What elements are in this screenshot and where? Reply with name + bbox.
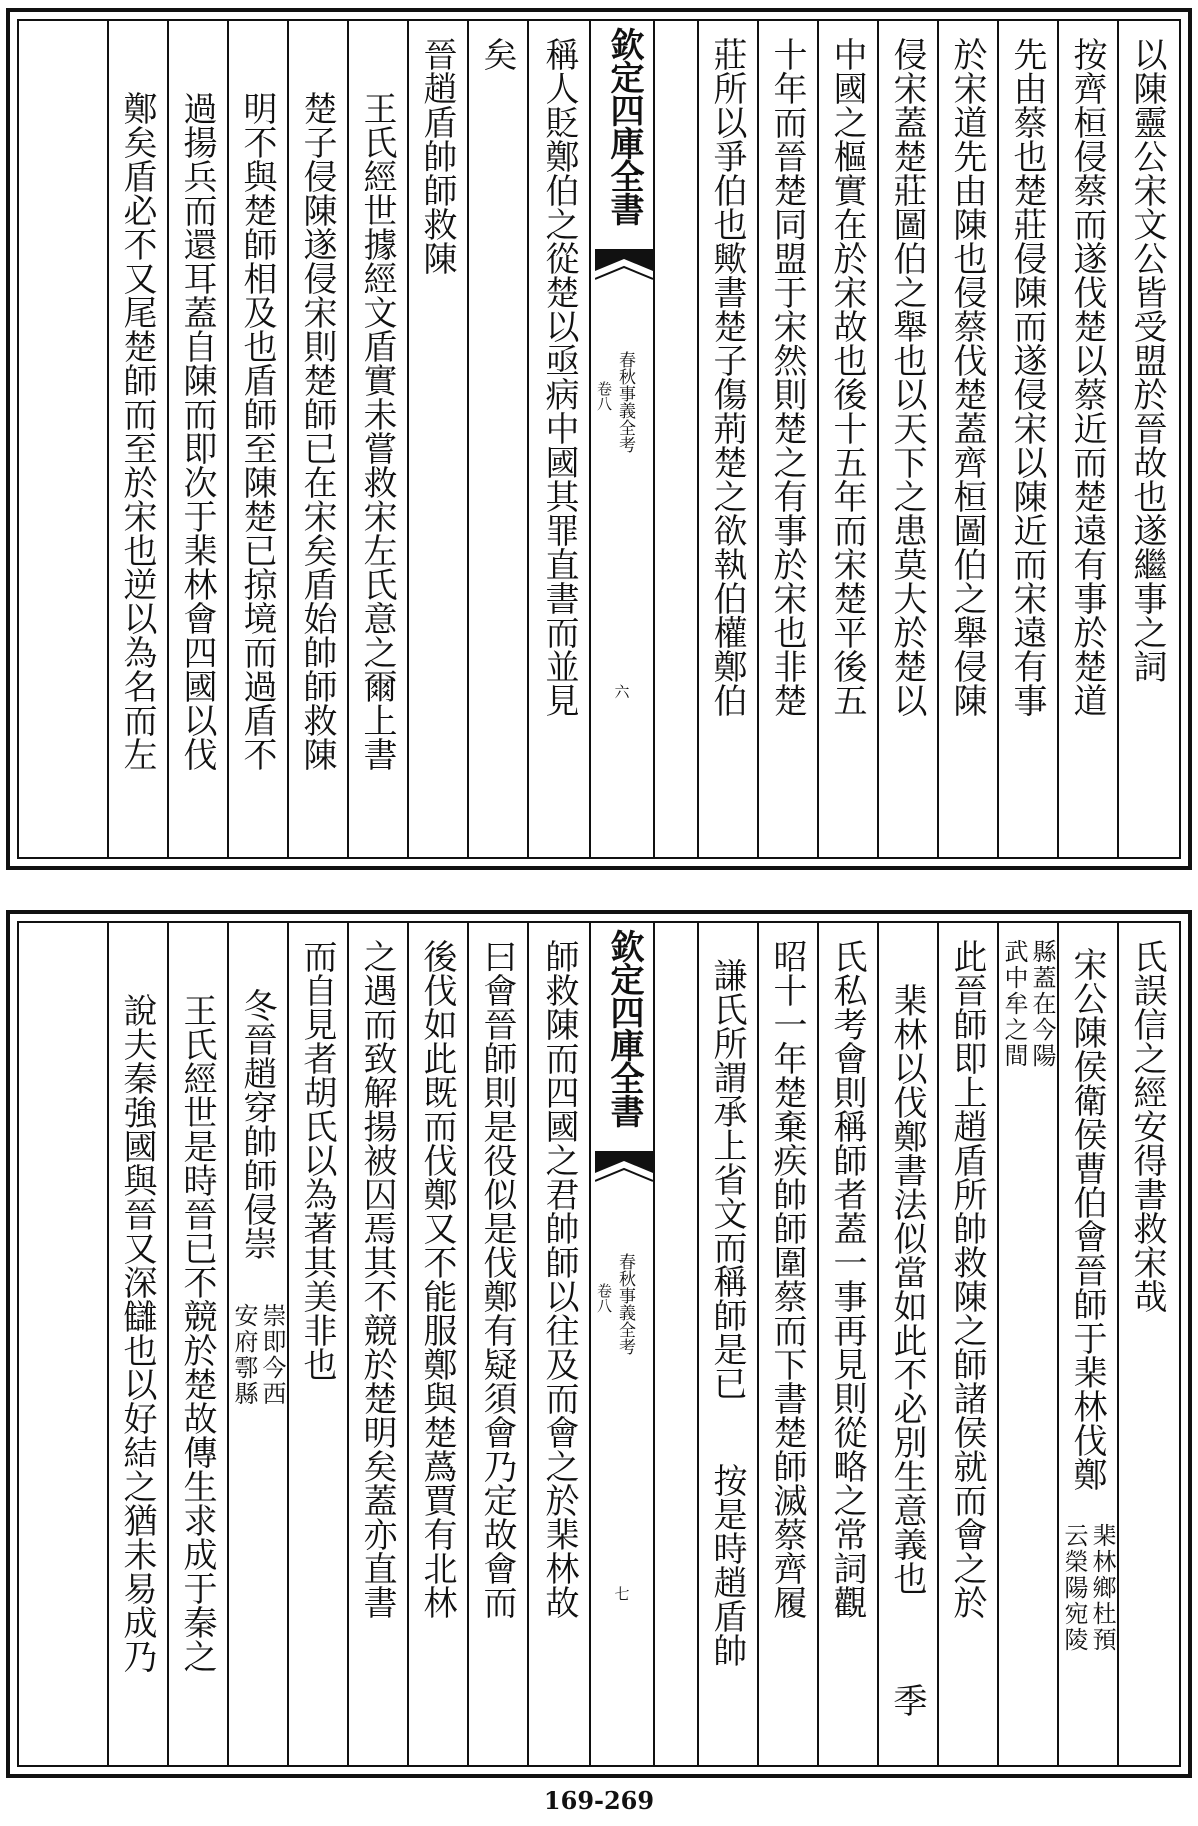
column-text: 之遇而致解揚被囚焉其不競於楚明矣蓋亦直書 [357,939,397,1619]
column-text: 後伐如此既而伐鄭又不能服鄭與楚蔿賈有北林 [417,939,457,1619]
bottom-page [6,910,1192,1778]
text-column [697,21,757,857]
book-subtitle: 春秋事義全考 [615,1253,635,1355]
text-column [817,923,877,1765]
text-column [997,21,1057,857]
column-text: 稱人貶鄭伯之從楚以亟病中國其罪直書而並見 [539,37,579,717]
entry-heading: 冬晉趙穿帥師侵崇 [237,988,277,1260]
top-page [6,8,1192,870]
top-page-frame [17,19,1181,859]
leaf-number: 七 [614,1585,630,1603]
text-column [287,21,347,857]
column-text: 說夫秦強國與晉又深讎也以好結之猶未易成乃 [117,993,157,1673]
annotation-text: 棐林鄉杜預 [1088,1523,1116,1653]
text-column [937,21,997,857]
text-column [937,923,997,1765]
text-column [467,21,527,857]
text-column [107,923,167,1765]
annotation-text: 縣蓋在今陽 [1028,939,1056,1069]
column-text: 季 [887,1683,927,1717]
column-text: 以陳靈公宋文公皆受盟於晉故也遂繼事之詞 [1127,37,1167,683]
bottom-page-columns [19,923,1179,1765]
blank-column [19,923,107,1765]
text-column [1117,923,1177,1765]
column-text: 莊所以爭伯也歟書楚子傷荊楚之欲執伯權鄭伯 [707,37,747,717]
text-column [167,21,227,857]
book-title: 欽定四庫全書 [604,929,644,1127]
annotation-text: 云榮陽宛陵 [1060,1523,1088,1653]
column-text: 於宋道先由陳也侵蔡伐楚蓋齊桓圖伯之舉侵陳 [947,37,987,717]
column-text: 曰會晉師則是役似是伐鄭有疑須會乃定故會而 [477,939,517,1619]
fishtail-ornament-icon [595,1151,653,1191]
column-text: 十年而晉楚同盟于宋然則楚之有事於宋也非楚 [767,37,807,717]
text-column [757,923,817,1765]
book-spine-label [589,21,655,857]
text-column [227,923,287,1765]
column-text: 按是時趙盾帥 [707,1463,747,1667]
column-text: 謙氏所謂承上省文而稱師是已 [707,958,747,1400]
top-page-columns [19,21,1179,857]
column-text: 而自見者胡氏以為著其美非也 [297,939,337,1381]
column-text: 氏私考會則稱師者蓋一事再見則從略之常詞觀 [827,939,867,1619]
column-text: 鄭矣盾必不又尾楚師而至於宋也逆以為名而左 [117,91,157,771]
blank-column [19,21,107,857]
text-column [467,923,527,1765]
column-text: 師救陳而四國之君帥師以往及而會之於棐林故 [539,939,579,1619]
column-text: 明不與楚師相及也盾師至陳楚已掠境而過盾不 [237,91,277,771]
text-column [757,21,817,857]
annotation-text: 武中牟之間 [1000,939,1028,1069]
column-text: 此晉師即上趙盾所帥救陳之師諸侯就而會之於 [947,939,987,1619]
text-column [1057,923,1117,1765]
annotation-text: 崇即今西 [258,1303,286,1407]
text-column [997,923,1057,1765]
column-text: 楚子侵陳遂侵宋則楚師已在宋矣盾始帥師救陳 [297,91,337,771]
bottom-page-frame [17,921,1181,1767]
text-column [877,923,937,1765]
text-column [167,923,227,1765]
column-text: 昭十一年楚棄疾帥師圍蔡而下書楚師滅蔡齊履 [767,939,807,1619]
volume-label: 卷八 [595,381,613,411]
column-text: 氏誤信之經安得書救宋哉 [1127,939,1167,1313]
text-column [877,21,937,857]
column-text: 王氏經世是時晉已不競於楚故傳生求成于秦之 [177,993,217,1673]
entry-heading: 晉趙盾帥師救陳 [417,37,457,275]
text-column [347,923,407,1765]
column-text: 侵宋蓋楚莊圖伯之舉也以天下之患莫大於楚以 [887,37,927,717]
annotation-text: 安府鄠縣 [230,1303,258,1407]
text-column [817,21,877,857]
text-column [1057,21,1117,857]
text-column [347,21,407,857]
column-text: 矣 [477,37,517,71]
text-column [227,21,287,857]
book-subtitle: 春秋事義全考 [615,351,635,453]
book-title: 欽定四庫全書 [604,27,644,225]
column-text: 過揚兵而還耳蓋自陳而即次于棐林會四國以伐 [177,91,217,771]
catalog-number: 169-269 [543,1786,655,1815]
text-column [1117,21,1177,857]
text-column [697,923,757,1765]
column-text: 中國之樞實在於宋故也後十五年而宋楚平後五 [827,37,867,717]
leaf-number: 六 [614,683,630,701]
fishtail-ornament-icon [595,249,653,289]
column-text: 王氏經世據經文盾實未嘗救宋左氏意之爾上書 [357,91,397,771]
column-text: 宋公陳侯衛侯曹伯會晉師于棐林伐鄭 [1067,947,1107,1491]
text-column [527,21,589,857]
book-spine-label [589,923,655,1765]
column-text: 按齊桓侵蔡而遂伐楚以蔡近而楚遠有事於楚道 [1067,37,1107,717]
column-text: 先由蔡也楚莊侵陳而遂侵宋以陳近而宋遠有事 [1007,37,1047,717]
text-column [527,923,589,1765]
text-column [407,923,467,1765]
volume-label: 卷八 [595,1283,613,1313]
text-column [107,21,167,857]
text-column [407,21,467,857]
column-text: 棐林以伐鄭書法似當如此不必別生意義也 [887,983,927,1595]
text-column [287,923,347,1765]
